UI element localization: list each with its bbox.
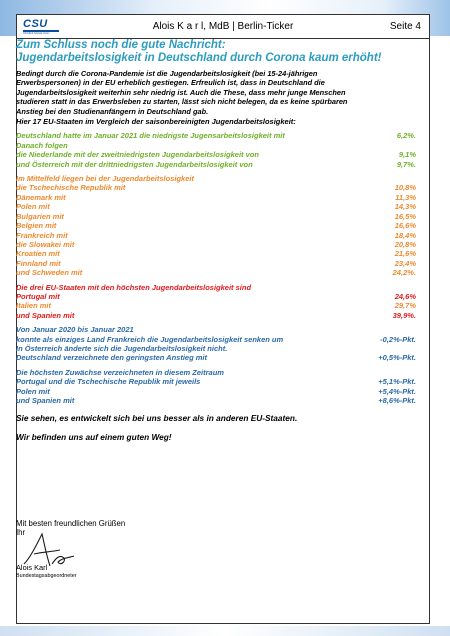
row-label: die Slowakei mit	[16, 239, 75, 249]
row-value: 29,7%	[394, 301, 416, 311]
intro-line: Jugendarbeitslosigkeit weiterhin sehr niedrig ist. Auch die These, dass mehr junge Menschen	[16, 87, 346, 97]
row-label: Portugal und die Tschechische Republik mit jeweils	[16, 377, 201, 387]
middle-row	[16, 268, 416, 277]
row-value: +0,5%-Pkt.	[378, 353, 416, 363]
row-value: 16,5%	[394, 211, 416, 221]
comparison-intro: Hier 17 EU-Staaten im Vergleich der saisonbereinigten Jugendarbeitslosigkeit:	[16, 117, 296, 127]
row-label: Kroatien mit	[16, 249, 60, 259]
footer-background	[0, 626, 450, 636]
row-value: +5,4%-Pkt.	[378, 386, 416, 396]
row-value: +8,6%-Pkt.	[378, 396, 416, 405]
row-value: -0,2%-Pkt.	[380, 334, 416, 344]
signer-name: Alois Karl	[16, 563, 48, 572]
article-content	[16, 39, 416, 443]
lowest-row	[16, 160, 416, 169]
middle-row	[16, 259, 416, 268]
row-label: Polen mit	[16, 202, 50, 212]
row-value: 21,6%	[394, 249, 416, 259]
increase-row	[16, 387, 416, 396]
row-label: Portugal mit	[16, 291, 60, 301]
row-label: und Österreich mit der drittniedrigsten Jugendarbeitslosigkeit von	[16, 159, 253, 169]
intro-line: Anstieg bei den Studienanfängern in Deutschland gab.	[16, 106, 209, 116]
row-label: die Tschechische Republik mit	[16, 183, 126, 193]
row-value: 14,3%	[394, 202, 416, 212]
intro-line: studieren statt in das Erwerbsleben zu starten, lässt sich nicht belegen, da es keine spürbaren	[16, 97, 348, 107]
row-label: Deutschland hatte im Januar 2021 die niedrigste Jugensarbeitslosigkeit mit	[16, 131, 285, 141]
page-header	[17, 15, 429, 39]
increase-row	[16, 396, 416, 405]
row-value: 9,1%	[398, 150, 416, 160]
row-value: 24,2%.	[392, 268, 416, 278]
middle-row	[16, 249, 416, 258]
lowest-section	[16, 131, 416, 169]
intro-line: Bedingt durch die Corona-Pandemie ist die Jugendarbeitslosigkeit (bei 15-24-jährigen	[16, 69, 318, 78]
section-title: Die drei EU-Staaten mit den höchsten Jugendarbeitslosigkeit sind	[16, 282, 252, 292]
logo-text: CSU	[23, 18, 48, 30]
row-label: Belgien mit	[16, 221, 57, 231]
middle-row	[16, 183, 416, 192]
change-row	[16, 335, 416, 344]
row-value: +5,1%-Pkt.	[378, 377, 416, 387]
section-title: Im Mittelfeld liegen bei der Jugendarbeitslosigkeit	[16, 174, 194, 184]
row-value: 9,7%.	[396, 159, 416, 169]
closing-line: Wir befinden uns auf einem guten Weg!	[16, 432, 172, 443]
middle-section	[16, 174, 416, 277]
middle-row	[16, 193, 416, 202]
row-label: Italien mit	[16, 301, 52, 311]
logo-subtext: Christlich-Soziale Union	[23, 32, 50, 35]
signoff-ihr: Ihr	[16, 528, 26, 537]
heading-line: Zum Schluss noch die gute Nachricht:	[16, 39, 226, 51]
row-label: und Spanien mit	[16, 396, 75, 405]
row-value: 16,6%	[394, 221, 416, 231]
section-title: Von Januar 2020 bis Januar 2021	[16, 325, 134, 335]
row-value: 23,4%	[394, 258, 416, 268]
heading-line: Jugendarbeitslosigkeit in Deutschland durch Corona kaum erhöht!	[16, 52, 382, 64]
row-label: Dänemark mit	[16, 192, 66, 202]
increase-section	[16, 368, 416, 406]
highest-row	[16, 292, 416, 301]
greeting: Mit besten freundlichen Grüßen	[16, 519, 126, 528]
row-value: 18,4%	[394, 230, 416, 240]
highest-row	[16, 311, 416, 320]
middle-row	[16, 231, 416, 240]
row-label: und Schweden mit	[16, 268, 83, 278]
row-value: 11,3%	[395, 192, 416, 202]
row-label: Deutschland verzeichnete den geringsten Anstieg mit	[16, 353, 208, 363]
increase-row	[16, 377, 416, 386]
intro-paragraph	[16, 69, 416, 116]
article-heading	[16, 39, 416, 65]
row-label: Polen mit	[16, 386, 50, 396]
lowest-row	[16, 141, 416, 150]
row-label: Frankreich mit	[16, 230, 68, 240]
row-value: 10,8%	[394, 183, 416, 193]
row-value: 24,6%	[394, 291, 416, 301]
row-label: die Niederlande mit der zweitniedrigsten Jugendarbeitslosigkeit von	[16, 150, 259, 160]
highest-row	[16, 301, 416, 310]
row-value: 39,9%.	[392, 310, 416, 320]
row-label: und Spanien mit	[16, 310, 75, 320]
row-value: 20,8%	[394, 239, 416, 249]
lowest-row	[16, 131, 416, 140]
page-number: Seite 4	[389, 21, 421, 32]
highest-section	[16, 283, 416, 321]
closing-text	[16, 413, 416, 443]
row-value: 6,2%.	[396, 131, 416, 141]
lowest-row	[16, 150, 416, 159]
middle-row	[16, 202, 416, 211]
header-title: Alois K a r l, MdB | Berlin-Ticker	[152, 21, 294, 32]
signer-role: Bundestagsabgeordneter	[16, 573, 77, 579]
section-title: Die höchsten Zuwächse verzeichneten in diesem Zeitraum	[16, 367, 224, 377]
row-label: In Österreich änderte sich die Jugendarbeitslosigkeit nicht.	[16, 343, 228, 353]
row-label: Danach folgen	[16, 140, 68, 150]
change-row	[16, 344, 416, 353]
change-row	[16, 353, 416, 362]
row-label: konnte als einziges Land Frankreich die Jugendarbeitslosigkeit senken um	[16, 334, 284, 344]
intro-line: Erwerbspersonen) in der EU erheblich gestiegen. Erfreulich ist, dass in Deutschland die	[16, 78, 325, 88]
middle-row	[16, 212, 416, 221]
middle-row	[16, 240, 416, 249]
closing-line: Sie sehen, es entwickelt sich bei uns besser als in anderen EU-Staaten.	[16, 413, 298, 424]
row-label: Bulgarien mit	[16, 211, 64, 221]
change-section	[16, 325, 416, 363]
middle-row	[16, 221, 416, 230]
row-label: Finnland mit	[16, 258, 61, 268]
